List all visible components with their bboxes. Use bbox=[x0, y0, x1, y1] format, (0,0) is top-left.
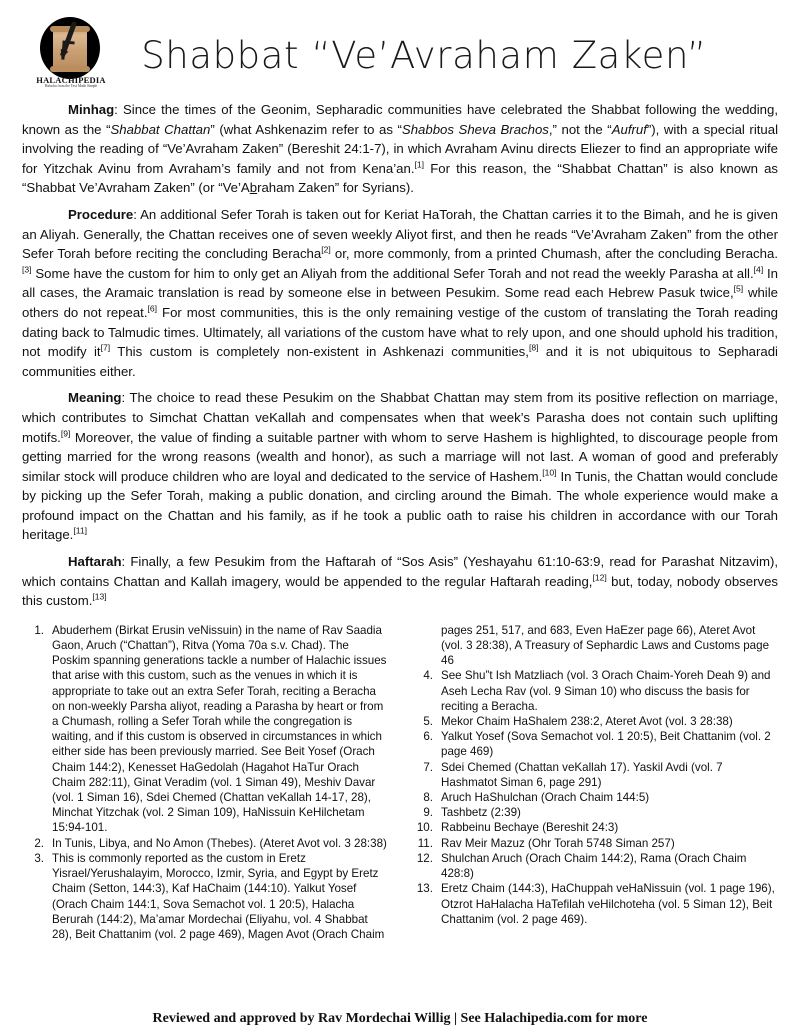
emphasis-text: Aufruf bbox=[611, 121, 647, 137]
underlined-text: b bbox=[249, 180, 258, 196]
document-footer: Reviewed and approved by Rav Mordechai Willig | See Halachipedia.com for more bbox=[152, 1011, 648, 1026]
footnote-marker[interactable]: [5] bbox=[733, 283, 744, 294]
page-title: Shabbat “Ve’Avraham Zaken” bbox=[141, 33, 707, 77]
footnote-marker[interactable]: [3] bbox=[22, 264, 32, 275]
emphasis-text: Shabbos Sheva Brachos bbox=[401, 121, 549, 137]
footnote-item: Tashbetz (2:39) bbox=[441, 806, 521, 820]
footnote-item: Eretz Chaim (144:3), HaChuppah veHaNissuin (vol. 1 page 196), Otzrot HaHalacha HaTefilah veHilchoteha (vol. 5 Siman 12), Beit Chattanim (vol. 2 page 469). bbox=[441, 882, 775, 926]
footnote-marker[interactable]: [13] bbox=[92, 591, 107, 602]
footnotes-list bbox=[22, 623, 778, 942]
footnote-item: Shulchan Aruch (Orach Chaim 144:2), Rama (Orach Chaim 428:8) bbox=[441, 851, 747, 881]
footnote-item: Abuderhem (Birkat Erusin veNissuin) in the name of Rav Saadia Gaon, Aruch (“Chattan”), Ritva (Yoma 70a s.v. Chad). The Poskim spanning generations tackle a number of Halachic issues that arise with this custom, such as the venues in which it is appropriate to take out an extra Sefer Torah, reciting a Beracha on non-weekly Parsha aliyot, reading a Parasha by heart or from a Chumash, rolling a Sefer Torah while the congregation is waiting, and if this custom is observed in circumstances in which either side has been previously married. See Beit Yosef (Orach Chaim 144:2), Kenesset HaGedolah (Hagahot HaTur Orach Chaim 282:11), Ginat Veradim (vol. 1 Siman 49), Meshiv Davar (vol. 1 Siman 16), Sdei Chemed (Chattan veKallah 14-17, 28), Minchat Yitzchak (vol. 2 Siman 109), HaNissuin KeHilchetam 15:94-101. bbox=[52, 623, 387, 835]
logo-oval-icon bbox=[40, 17, 100, 79]
footnote-item: Rabbeinu Bechaye (Bereshit 24:3) bbox=[441, 821, 619, 835]
document-header bbox=[22, 14, 778, 96]
footnote-marker[interactable]: [8] bbox=[528, 342, 539, 353]
footnote-marker[interactable]: [10] bbox=[542, 467, 557, 478]
footnote-item: Sdei Chemed (Chattan veKallah 17). Yaskil Avdi (vol. 7 Hashmatot Siman 6, page 291) bbox=[441, 760, 723, 789]
logo-wordmark: HALACHIPEDIA bbox=[36, 75, 106, 85]
emphasis-text: Shabbat Chattan bbox=[110, 121, 211, 137]
footnote-item: Yalkut Yosef (Sova Semachot vol. 1 20:5), Beit Chattanim (vol. 2 page 469) bbox=[441, 730, 771, 759]
footnote-item: Rav Meir Mazuz (Ohr Torah 5748 Siman 257) bbox=[441, 836, 675, 850]
footnote-marker[interactable]: [7] bbox=[100, 342, 111, 353]
footnote-marker[interactable]: [6] bbox=[147, 303, 158, 314]
paragraph-lead-minhag: Minhag bbox=[68, 102, 115, 117]
document-body bbox=[22, 100, 778, 611]
paragraph-haftarah: Haftarah: Finally, a few Pesukim from the Haftarah of “Sos Asis” (Yeshayahu 61:10-63:9, read for Parashat Nitzavim), which contains Chattan and Kallah imagery, would be appended to the regular Haftarah reading,[12] but, today, nobody observes this custom.[13] bbox=[22, 554, 779, 609]
paragraph-lead-procedure: Procedure bbox=[68, 206, 134, 222]
footnote-item: This is commonly reported as the custom in Eretz Yisrael/Yerushalayim, Morocco, Izmir, Syria, and Egypt by Eretz Chaim (Setton, 144:3), Kaf HaChaim (144:10). Yalkut Yosef (Orach Chaim 144:1, Sova Semachot vol. 1 20:5), Halacha Berurah (144:2), Ma’amar Mordechai (Eliyahu, vol. 4 Shabbat 28), Beit Chattanim (vol. 2 page 469), Magen Avot (Orach Chaim pages 251, 517, and 683, Even HaEzer page 66), Ateret Avot (vol. 3 28:38), A Treasury of Sephardic Laws and Customs page 46 bbox=[52, 623, 770, 941]
footnote-marker[interactable]: [11] bbox=[73, 526, 88, 537]
footnote-item: Mekor Chaim HaShalem 238:2, Ateret Avot (vol. 3 28:38) bbox=[441, 715, 733, 729]
footnotes-section bbox=[22, 623, 778, 942]
footnote-item: In Tunis, Libya, and No Amon (Thebes). (Ateret Avot vol. 3 28:38) bbox=[52, 836, 387, 850]
footnote-marker[interactable]: [4] bbox=[753, 264, 764, 275]
halachipedia-logo bbox=[32, 16, 110, 94]
footnote-marker[interactable]: [12] bbox=[592, 572, 607, 583]
paragraph-meaning: Meaning: The choice to read these Pesukim on the Shabbat Chattan may stem from its positive reflection on marriage, which contributes to Simchat Chattan veKallah and compensates when that week’s Parasha does not contain such uplifting motifs.[9] Moreover, the value of finding a suitable partner with whom to serve Hashem is highlighted, to discourage people from getting married for the wrong reasons (wealth and honor), as such a marriage will not last. A woman of good and preferably similar stock will produce children who are loyal and dedicated to the service of Hashem.[10] In Tunis, the Chattan would conclude by picking up the Sefer Torah, making a public donation, and circling around the Bimah. The whole experience would make a profound impact on the Chattan and his family, as if he took a public oath to raise his children in accordance with our Torah heritage.[11] bbox=[22, 390, 778, 543]
paragraph-lead-meaning: Meaning bbox=[68, 390, 122, 406]
footnote-marker[interactable]: [2] bbox=[321, 244, 331, 255]
footnote-item: Aruch HaShulchan (Orach Chaim 144:5) bbox=[441, 791, 650, 805]
paragraph-procedure: Procedure: An additional Sefer Torah is taken out for Keriat HaTorah, the Chattan carries it to the Bimah, and he is given an Aliyah. Generally, the Chattan receives one of seven weekly Aliyot first, and then he reads “Ve’Avraham Zaken” from the other Sefer Torah before reciting the concluding Beracha[2] or, more commonly, from a printed Chumash, after the concluding Beracha.[3] Some have the custom for him to only get an Aliyah from the additional Sefer Torah and not read the weekly Parasha at all.[4] In all cases, the Aramaic translation is read by someone else in between Pesukim. Some read each Hebrew Pasuk twice,[5] while others do not repeat.[6] For most communities, this is the only remaining vestige of the custom of translating the Torah reading dating back to Talmudic times. Ultimately, all variations of the custom have what to rely upon, and one should uphold his tradition, not modify it[7] This custom is completely non-existent in Ashkenazi communities,[8] and it is not ubiquitous to Sepharadi communities either. bbox=[22, 206, 779, 379]
footnote-marker[interactable]: [9] bbox=[60, 428, 71, 439]
logo-tagline: Halacha from the Text Made Simple bbox=[44, 84, 98, 88]
footnote-item: See Shu”t Ish Matzliach (vol. 3 Orach Chaim-Yoreh Deah 9) and Aseh Lecha Rav (vol. 9 Siman 10) who discuss the basis for reciting a Beracha. bbox=[441, 669, 771, 713]
footnote-marker[interactable]: [1] bbox=[414, 159, 425, 170]
paragraph-lead-haftarah: Haftarah bbox=[68, 554, 122, 570]
paragraph-minhag: Minhag: Since the times of the Geonim, Sepharadic communities have celebrated the Shabbat following the wedding, known as the “Shabbat Chattan” (what Ashkenazim refer to as “Shabbos Sheva Brachos,” not the “Aufruf”), with a special ritual involving the reading of “Ve’Avraham Zaken” (Bereshit 24:1-7), in which Avraham Avinu directs Eliezer to find an appropriate wife for Yitzchak Avinu from Avraham’s family and not from Kena’an.[1] For this reason, the “Shabbat Chattan” is also known as “Shabbat Ve’Avraham Zaken” (or “Ve’Abraham Zaken” for Syrians). bbox=[22, 102, 779, 196]
